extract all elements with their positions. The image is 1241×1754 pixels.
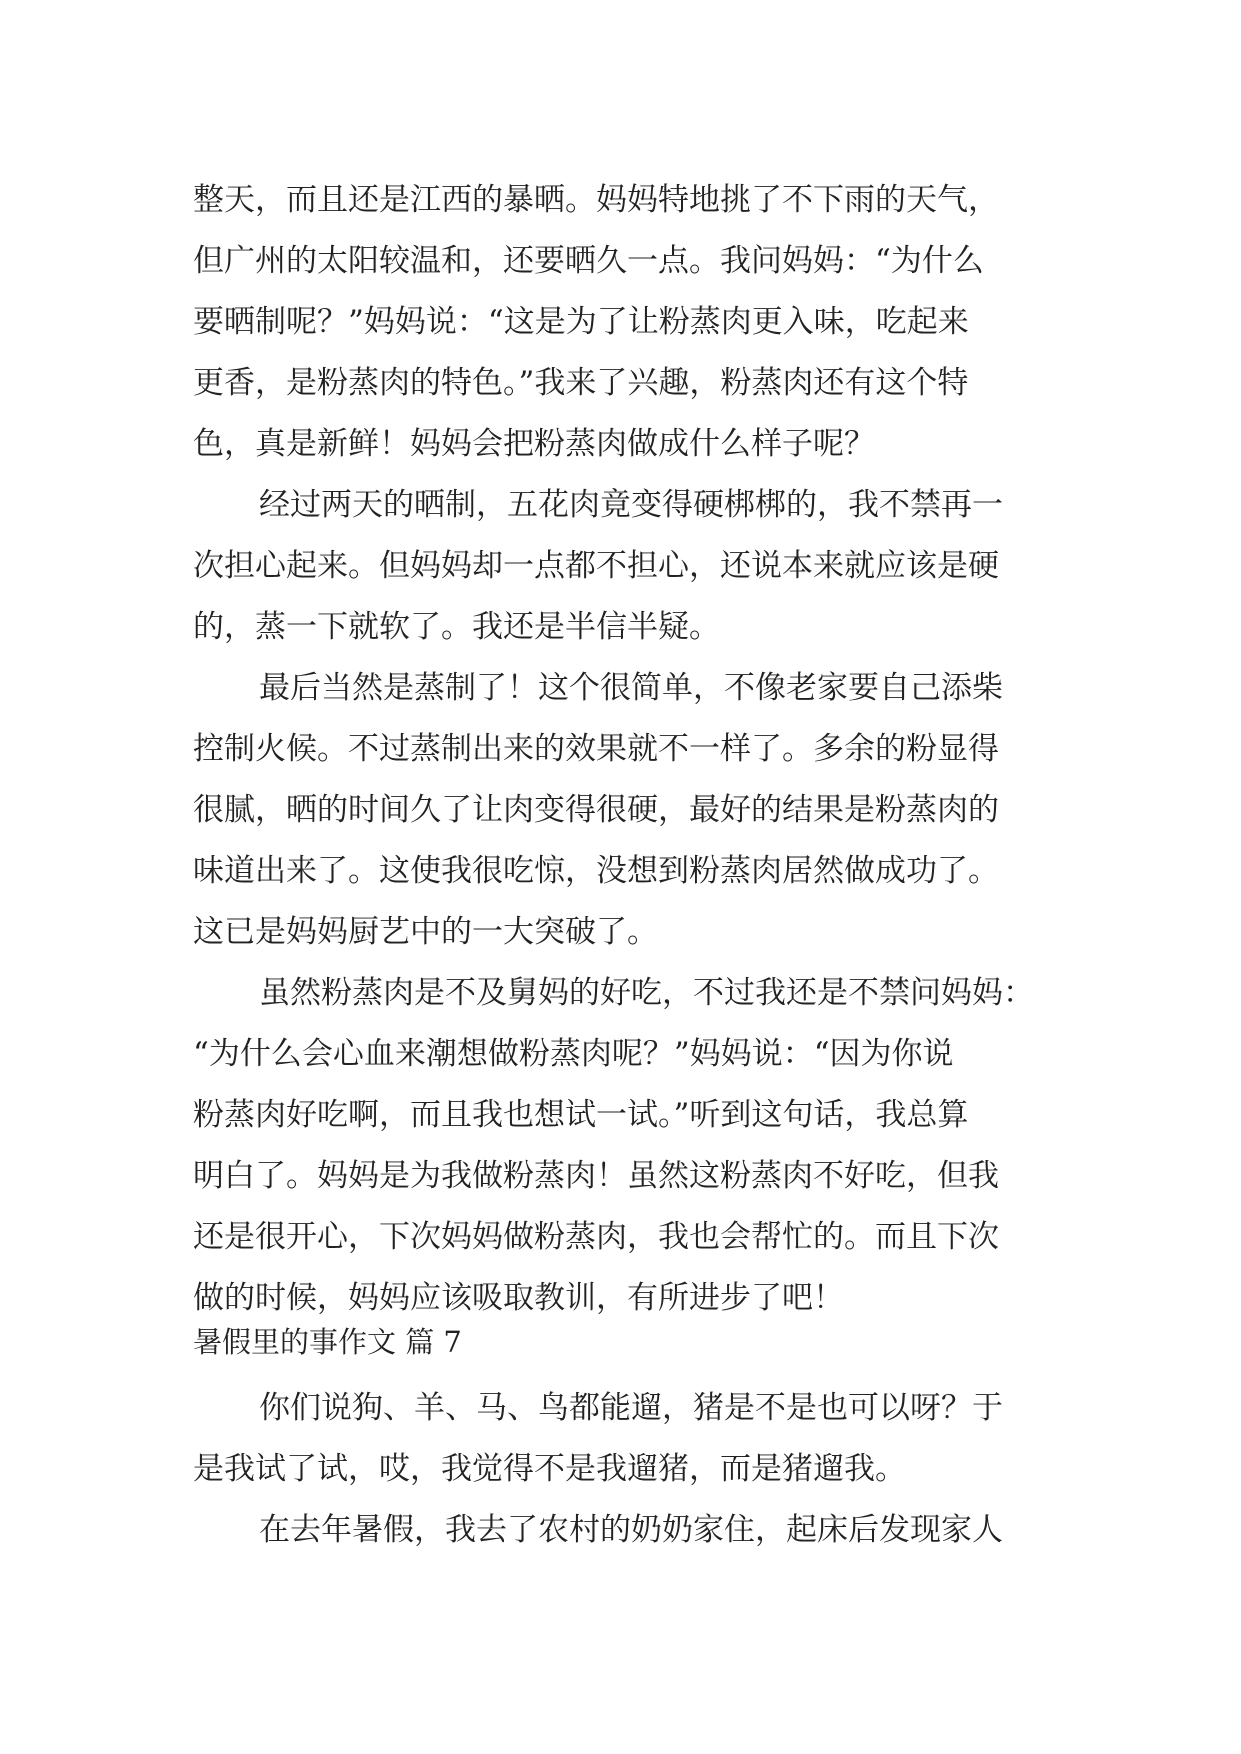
text-line: 控制火候。不过蒸制出来的效果就不一样了。多余的粉显得 [193,731,999,767]
text-line: 色，真是新鲜！妈妈会把粉蒸肉做成什么样子呢？ [193,426,875,462]
paragraph-first-line: 经过两天的晒制，五花肉竟变得硬梆梆的，我不禁再一 [259,487,1003,523]
text-line: 但广州的太阳较温和，还要晒久一点。我问妈妈：“为什么 [193,243,984,279]
essay-body-part-1 [193,170,1073,1329]
text-line: 很腻，晒的时间久了让肉变得很硬，最好的结果是粉蒸肉的 [193,792,999,828]
text-line: 这已是妈妈厨艺中的一大突破了。 [193,914,658,950]
essay-body-part-2 [193,1378,1073,1561]
paragraph-first-line: 最后当然是蒸制了！这个很简单，不像老家要自己添柴 [259,670,1003,706]
text-line: 次担心起来。但妈妈却一点都不担心，还说本来就应该是硬 [193,548,999,584]
text-line: 味道出来了。这使我很吃惊，没想到粉蒸肉居然做成功了。 [193,853,999,889]
text-line: 还是很开心，下次妈妈做粉蒸肉，我也会帮忙的。而且下次 [193,1219,999,1255]
paragraph-first-line: 在去年暑假，我去了农村的奶奶家住，起床后发现家人 [259,1512,1003,1548]
text-line: “为什么会心血来潮想做粉蒸肉呢？”妈妈说：“因为你说 [193,1036,954,1072]
text-line: 是我试了试，哎，我觉得不是我遛猪，而是猪遛我。 [193,1451,906,1487]
paragraph-first-line: 虽然粉蒸肉是不及舅妈的好吃，不过我还是不禁问妈妈： [259,975,1034,1011]
text-line: 的，蒸一下就软了。我还是半信半疑。 [193,609,720,645]
text-line: 明白了。妈妈是为我做粉蒸肉！虽然这粉蒸肉不好吃，但我 [193,1158,999,1194]
text-line: 做的时候，妈妈应该吸取教训，有所进步了吧！ [193,1280,844,1316]
text-line: 要晒制呢？”妈妈说：“这是为了让粉蒸肉更入味，吃起来 [193,304,969,340]
text-line: 整天，而且还是江西的暴晒。妈妈特地挑了不下雨的天气， [193,182,999,218]
text-line: 粉蒸肉好吃啊，而且我也想试一试。”听到这句话，我总算 [193,1097,969,1133]
section-heading: 暑假里的事作文 篇 7 [193,1325,462,1359]
text-line: 更香，是粉蒸肉的特色。”我来了兴趣，粉蒸肉还有这个特 [193,365,969,401]
paragraph-first-line: 你们说狗、羊、马、鸟都能遛，猪是不是也可以呀？于 [259,1390,1003,1426]
